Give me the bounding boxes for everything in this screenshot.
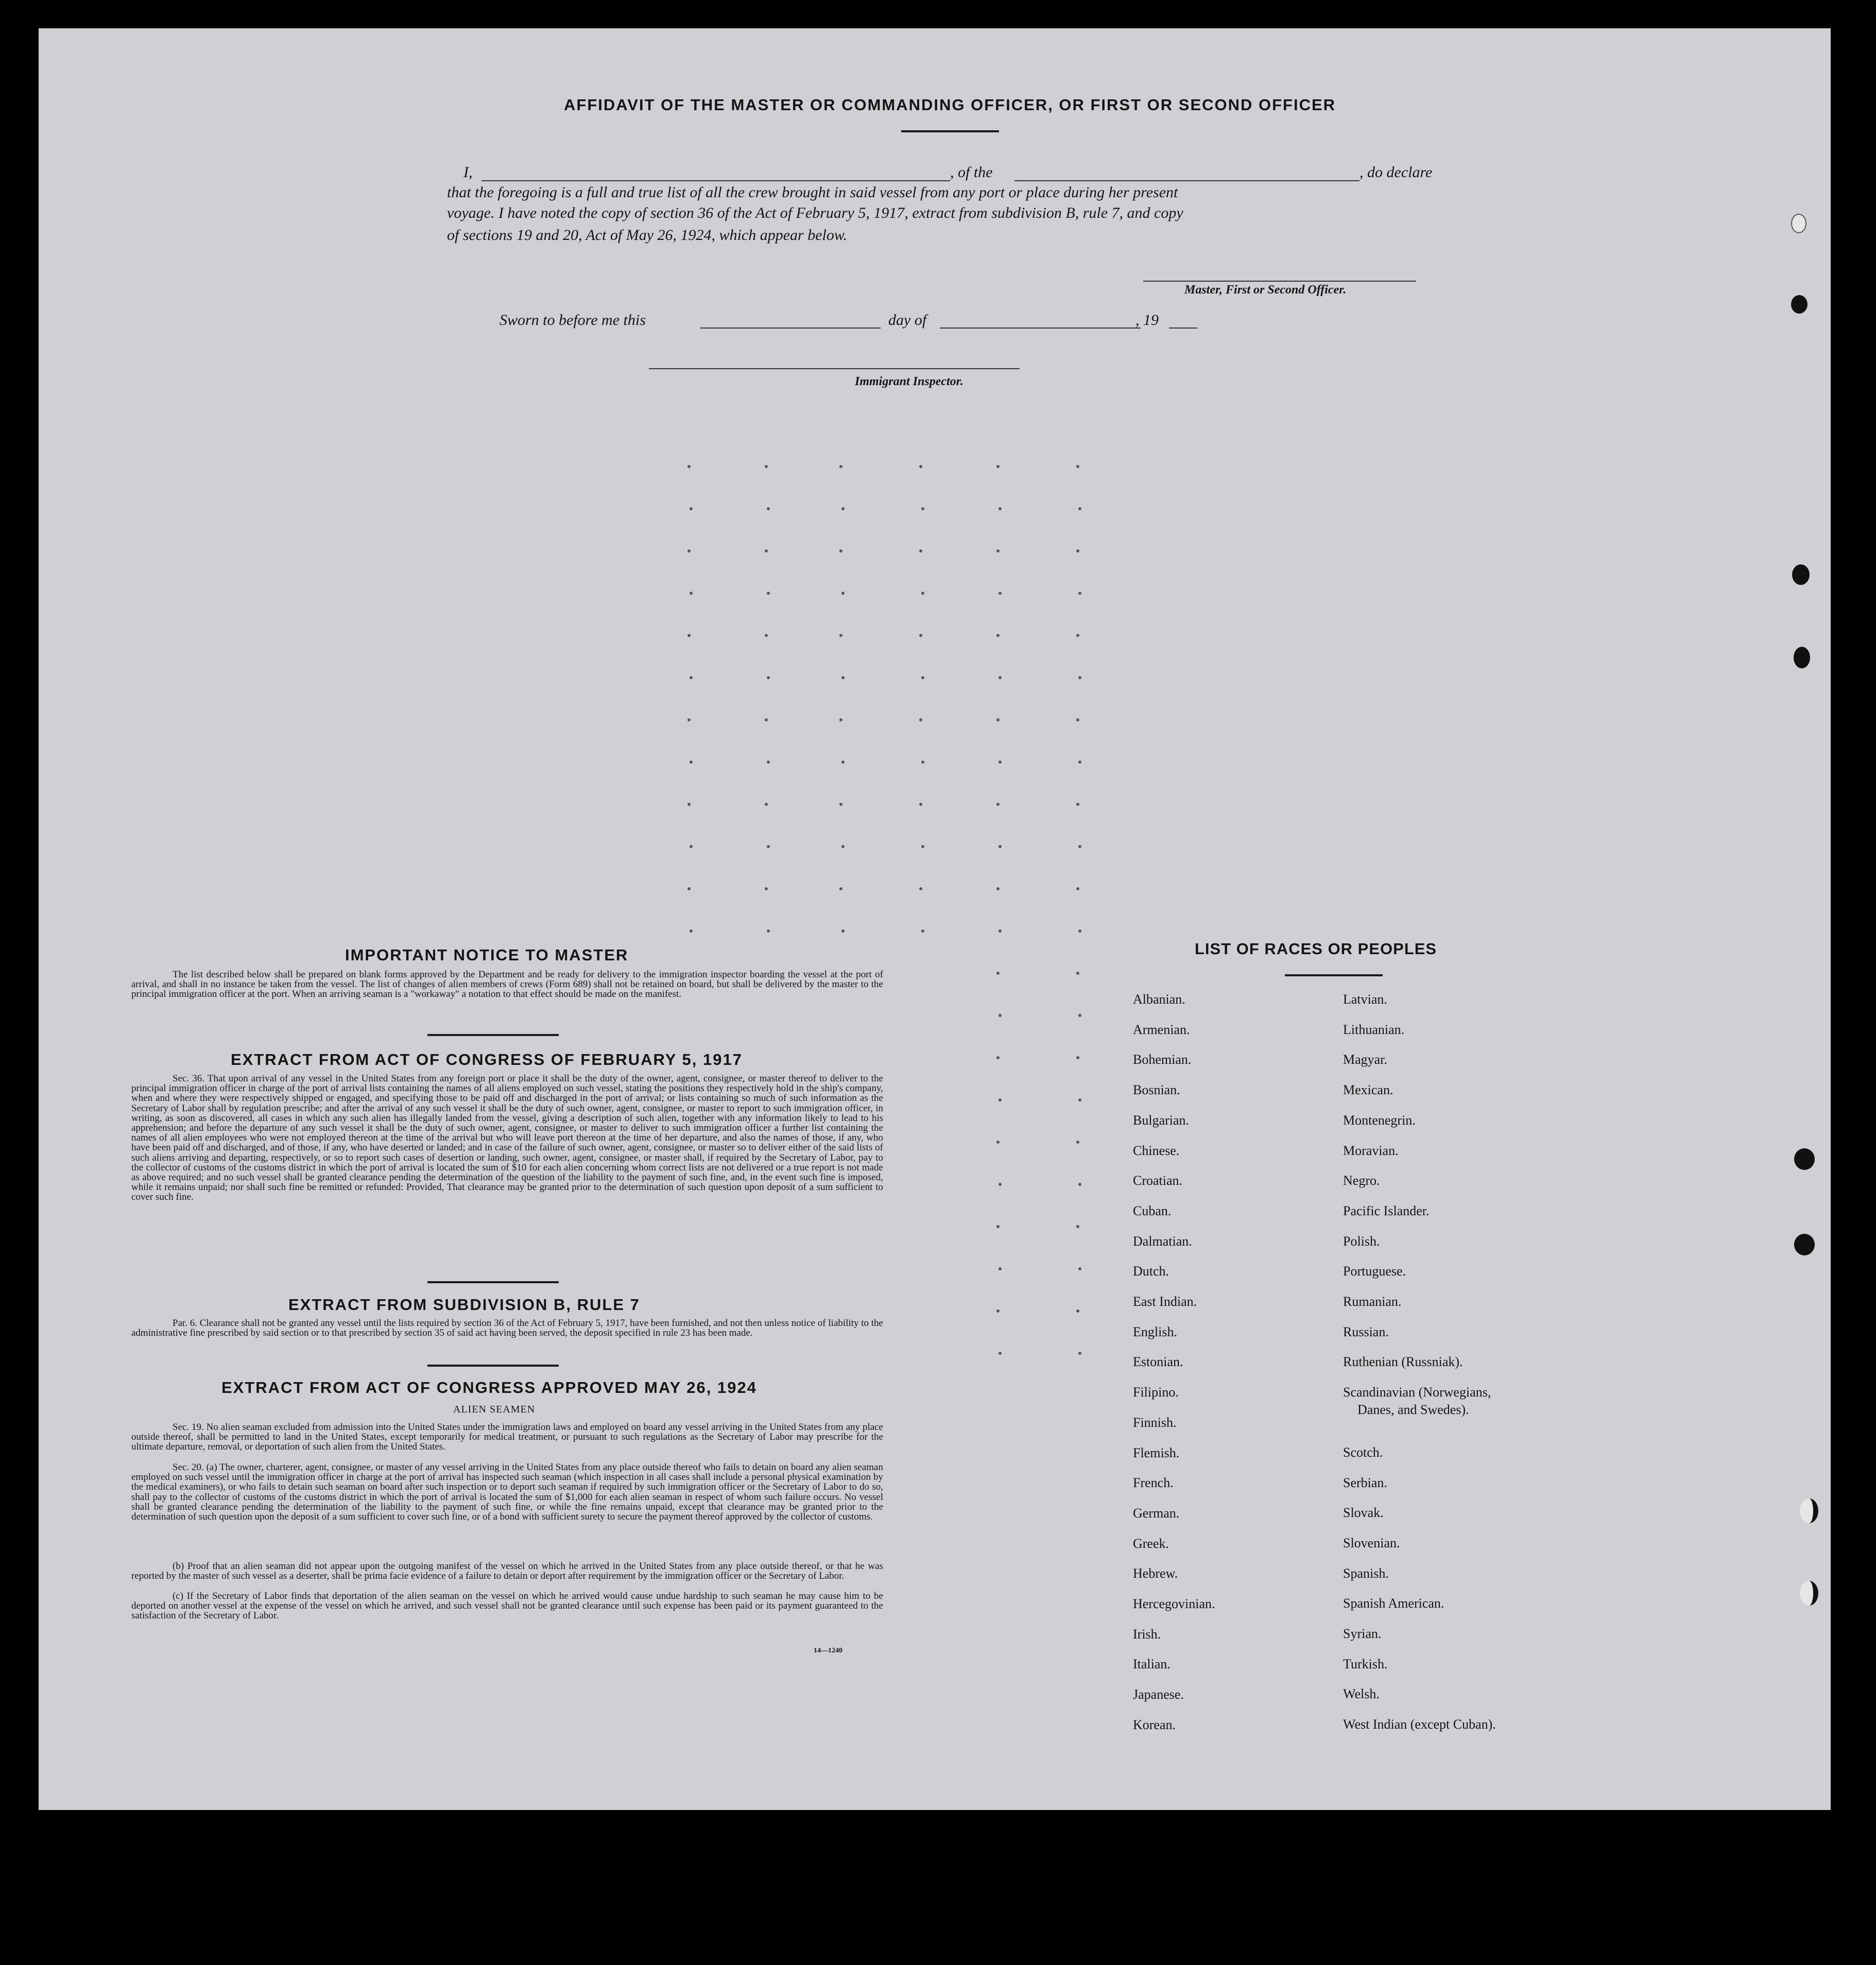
dot-mark: [919, 465, 922, 468]
dot-mark: [765, 465, 768, 468]
race-item: Ruthenian (Russniak).: [1343, 1354, 1463, 1370]
dot-mark: [839, 465, 842, 468]
dot-mark: [996, 972, 1000, 975]
race-item: Japanese.: [1133, 1687, 1184, 1702]
dot-mark: [999, 1183, 1002, 1186]
dot-mark: [687, 803, 691, 806]
extract-rule7-body: Par. 6. Clearance shall not be granted any vessel until the lists required by section 36 of the Act of February 5, 1917, have been furnished, and not then unless notice of liability to the administrative fine prescribed by said section or to that prescribed by section 35 of said act having been served, the deposit specified in rule 23 has been made.: [131, 1318, 883, 1338]
binder-hole-7: [1800, 1498, 1818, 1523]
dot-mark: [999, 761, 1002, 764]
race-item: Croatian.: [1133, 1173, 1183, 1188]
affidavit-declare-label: , do declare: [1359, 164, 1433, 181]
dot-mark: [767, 845, 770, 848]
dot-mark: [1078, 761, 1081, 764]
dot-mark: [1078, 1183, 1081, 1186]
extract-1924-sec19: Sec. 19. No alien seaman excluded from admission into the United States under the immigration laws and employed on board any vessel arriving in the United States from any place outside thereof, shall be permitted to land in the United States, except temporarily for medical treatment, or pursuant to such regulations as the Secretary of Labor may prescribe for the ultimate departure, removal, or deportation of such alien from the United States.: [131, 1422, 883, 1453]
dot-mark: [690, 761, 693, 764]
dot-mark: [996, 1056, 1000, 1059]
dot-mark: [1078, 1014, 1081, 1017]
extract-1924-title: EXTRACT FROM ACT OF CONGRESS APPROVED MAY 26, 1924: [221, 1378, 757, 1397]
dot-mark: [996, 465, 1000, 468]
dot-mark: [996, 634, 1000, 637]
year-blank[interactable]: [1169, 328, 1197, 329]
dot-mark: [765, 634, 768, 637]
race-item: Greek.: [1133, 1536, 1169, 1551]
race-item: Pacific Islander.: [1343, 1203, 1430, 1218]
dot-mark: [1076, 549, 1079, 553]
dot-mark: [919, 887, 922, 890]
dot-mark: [919, 718, 922, 721]
affidavit-title: AFFIDAVIT OF THE MASTER OR COMMANDING OFFICER, OR FIRST OR SECOND OFFICER: [564, 96, 1336, 114]
race-item: Irish.: [1133, 1626, 1161, 1642]
dot-mark: [687, 718, 691, 721]
master-signature-label: Master, First or Second Officer.: [1184, 283, 1347, 297]
dot-mark: [999, 507, 1002, 510]
sworn-label: Sworn to before me this: [500, 312, 646, 329]
race-item: Magyar.: [1343, 1052, 1387, 1067]
dot-mark: [921, 676, 924, 679]
dot-mark: [996, 803, 1000, 806]
form-number: 14—1240: [814, 1647, 842, 1654]
dot-mark: [1078, 1352, 1081, 1355]
race-item: Rumanian.: [1343, 1294, 1402, 1309]
dot-mark: [996, 718, 1000, 721]
dot-mark: [839, 718, 842, 721]
extract-1924-subtitle: ALIEN SEAMEN: [453, 1404, 536, 1415]
year-label: , 19: [1135, 312, 1159, 329]
races-rule: [1285, 974, 1383, 976]
affidavit-text-3: of sections 19 and 20, Act of May 26, 1924, which appear below.: [447, 227, 848, 244]
dot-mark: [921, 761, 924, 764]
race-item: Finnish.: [1133, 1415, 1177, 1430]
race-item: East Indian.: [1133, 1294, 1197, 1309]
race-item: Serbian.: [1343, 1475, 1387, 1490]
race-item: Portuguese.: [1343, 1264, 1406, 1279]
dot-mark: [690, 676, 693, 679]
race-item: Albanian.: [1133, 992, 1185, 1007]
dot-mark: [767, 507, 770, 510]
race-item: Estonian.: [1133, 1354, 1183, 1370]
dot-mark: [999, 592, 1002, 595]
race-item: Filipino.: [1133, 1385, 1179, 1400]
dot-mark: [996, 1225, 1000, 1228]
race-item: German.: [1133, 1505, 1180, 1521]
dot-mark: [841, 592, 845, 595]
dot-mark: [765, 718, 768, 721]
race-item: Latvian.: [1343, 992, 1387, 1007]
dot-mark: [687, 549, 691, 553]
race-item: Korean.: [1133, 1717, 1176, 1732]
dot-mark: [687, 634, 691, 637]
race-item: Syrian.: [1343, 1626, 1382, 1641]
dot-mark: [1078, 1267, 1081, 1270]
races-title: LIST OF RACES OR PEOPLES: [1195, 940, 1437, 958]
extract-1917-body: Sec. 36. That upon arrival of any vessel in the United States from any foreign port or place it shall be the duty of the owner, agent, consignee, or master thereof to deliver to the principal immigration officer in charge of the port of arrival lists containing the names of all aliens employed on such vessel, stating the positions they respectively hold in the ship's company, when and where they were respectively shipped or engaged, and specifying those to be paid off and discharged in the port of arrival; or lists containing so much of such information as the Secretary of Labor shall by regulation prescribe; and after the arrival of any such vessel it shall be the duty of such owner, agent, consignee, or master to report to such immigration officer, in writing, as soon as discovered, all cases in which any such alien has illegally landed from the vessel, giving a description of such alien, together with any information likely to lead to his apprehension; and before the departure of any such vessel it shall be the duty of such owner, agent, consignee, or master to deliver to such immigration officer a further list containing the names of all alien employees who were not employed thereon at the time of the arrival but who will leave port thereon at the time of her departure, and also the names of those, if any, who have been paid off and discharged, and of those, if any, who have deserted or landed; and in case of the failure of such owner, agent, consignee, or master so to deliver either of the said lists of such aliens arriving and departing, respectively, or so to report such cases of desertion or landing, such owner, agent, consignee, or master shall, if required by the Secretary of Labor, pay to the collector of customs of the customs district in which the port of arrival is located the sum of $10 for each alien concerning whom correct lists are not delivered or a true report is not made as above required; and no such vessel shall be granted clearance pending the determination of the question of the liability to the payment of such fine, and, in the event such fine is imposed, while it remains unpaid; nor shall such fine be remitted or refunded: Provided, That clearance may be granted prior to the determination of such question upon deposit of a sum sufficient to cover such fine.: [131, 1073, 883, 1203]
dot-mark: [1078, 676, 1081, 679]
dot-mark: [996, 887, 1000, 890]
race-item: Danes, and Swedes).: [1357, 1402, 1469, 1418]
binder-hole-4: [1794, 647, 1810, 668]
extract-1917-rule: [427, 1281, 559, 1283]
dot-mark: [765, 887, 768, 890]
dot-mark: [999, 845, 1002, 848]
race-item: Bohemian.: [1133, 1052, 1192, 1067]
dot-mark: [765, 803, 768, 806]
race-item: Slovenian.: [1343, 1535, 1400, 1550]
race-item: Bulgarian.: [1133, 1112, 1190, 1128]
race-item: West Indian (except Cuban).: [1343, 1717, 1496, 1732]
dot-mark: [687, 465, 691, 468]
dot-mark: [690, 507, 693, 510]
affidavit-i-label: I,: [463, 164, 473, 181]
binder-hole-3: [1792, 564, 1810, 585]
dot-mark: [996, 549, 1000, 553]
race-item: Moravian.: [1343, 1143, 1399, 1158]
dot-mark: [841, 761, 845, 764]
dot-mark: [767, 761, 770, 764]
extract-1924-sec20c: (c) If the Secretary of Labor finds that deportation of the alien seaman on the vessel on which he arrived would cause undue hardship to such seaman he may cause him to be deported on another vessel at the expense of the vessel on which he arrived, and such vessel shall not be granted clearance until such expense has been paid or its payment guaranteed to the satisfaction of the Secretary of Labor.: [131, 1591, 883, 1622]
dot-mark: [1076, 1309, 1079, 1313]
dot-mark: [1076, 1056, 1079, 1059]
sworn-month-blank[interactable]: [940, 328, 1141, 329]
notice-rule: [427, 1034, 559, 1036]
dot-mark: [839, 887, 842, 890]
dot-mark: [767, 592, 770, 595]
dot-mark: [1076, 465, 1079, 468]
dot-mark: [919, 634, 922, 637]
dot-mark: [841, 507, 845, 510]
race-item: Slovak.: [1343, 1505, 1384, 1521]
dot-mark: [921, 845, 924, 848]
dot-mark: [1078, 845, 1081, 848]
dot-mark: [999, 1014, 1002, 1017]
inspector-label: Immigrant Inspector.: [855, 375, 963, 388]
dot-mark: [1078, 929, 1081, 933]
race-item: Scotch.: [1343, 1444, 1383, 1460]
dot-mark: [996, 1309, 1000, 1313]
extract-1917-title: EXTRACT FROM ACT OF CONGRESS OF FEBRUARY 5, 1917: [231, 1050, 743, 1068]
race-item: Flemish.: [1133, 1445, 1180, 1460]
dot-mark: [765, 549, 768, 553]
sworn-day-blank[interactable]: [700, 328, 881, 329]
race-item: Dutch.: [1133, 1264, 1169, 1279]
affidavit-text-2: voyage. I have noted the copy of section 36 of the Act of February 5, 1917, extract from subdivision B, rule 7, and copy: [447, 204, 1183, 221]
notice-title: IMPORTANT NOTICE TO MASTER: [345, 946, 629, 964]
dot-mark: [841, 676, 845, 679]
binder-hole-2: [1791, 295, 1808, 314]
affidavit-text-1: that the foregoing is a full and true list of all the crew brought in said vessel from any port or place during her present: [447, 184, 1178, 201]
dot-mark: [999, 1267, 1002, 1270]
dot-mark: [767, 929, 770, 933]
dot-mark: [999, 1352, 1002, 1355]
race-item: Armenian.: [1133, 1022, 1190, 1037]
race-item: Russian.: [1343, 1324, 1389, 1339]
binder-hole-1: [1791, 214, 1806, 233]
master-signature-line[interactable]: [1143, 281, 1416, 282]
race-item: Spanish.: [1343, 1565, 1389, 1581]
race-item: Scandinavian (Norwegians,: [1343, 1385, 1491, 1400]
race-item: English.: [1133, 1324, 1177, 1339]
dot-mark: [996, 1141, 1000, 1144]
notice-body: The list described below shall be prepared on blank forms approved by the Department and be ready for delivery to the immigration inspector boarding the vessel at the port of arrival, and shall in no instance be taken from the vessel. The list of changes of alien members of crews (Form 689) shall not be retained on board, but shall be delivered by the master to the principal immigration officer at the port. When an arriving seaman is a "workaway" a notation to that effect should be made on the manifest.: [131, 969, 883, 999]
dot-mark: [999, 929, 1002, 933]
extract-rule7-title: EXTRACT FROM SUBDIVISION B, RULE 7: [288, 1296, 640, 1314]
dot-mark: [919, 549, 922, 553]
race-item: Polish.: [1343, 1233, 1380, 1249]
race-item: Chinese.: [1133, 1143, 1180, 1158]
race-item: Lithuanian.: [1343, 1022, 1405, 1037]
race-item: Negro.: [1343, 1173, 1380, 1188]
dot-mark: [690, 845, 693, 848]
dot-mark: [1078, 1098, 1081, 1101]
dot-mark: [687, 887, 691, 890]
dot-mark: [919, 803, 922, 806]
dot-mark: [999, 676, 1002, 679]
dot-mark: [690, 592, 693, 595]
race-item: Spanish American.: [1343, 1596, 1444, 1611]
extract-1924-sec20a: Sec. 20. (a) The owner, charterer, agent, consignee, or master of any vessel arriving in the United States from any place outside thereof who fails to detain on board any alien seaman employed on such vessel until the immigration officer in charge at the port of arrival has inspected such seaman (which inspection in all cases shall include a personal physical examination by the medical examiners), or who fails to detain such seaman on board after such inspection or to deport such seaman if required by such immigration officer or the Secretary of Labor to do so, shall pay to the collector of customs of the customs district in which the port of arrival is located the sum of $1,000 for each alien seaman in respect of whom such failure occurs. No vessel shall be granted clearance pending the determination of the liability to the payment of such fine, or while the fine remains unpaid, except that clearance may be granted prior to the determination of such question upon the deposit of a sum sufficient to cover such fine, or of a bond with sufficient surety to secure the payment thereof approved by the collector of customs.: [131, 1462, 883, 1523]
race-item: Hercegovinian.: [1133, 1596, 1215, 1611]
dot-mark: [1076, 718, 1079, 721]
vessel-blank[interactable]: [1014, 180, 1359, 181]
name-blank[interactable]: [481, 180, 950, 181]
race-item: Welsh.: [1343, 1686, 1380, 1702]
dot-mark: [839, 634, 842, 637]
binder-hole-5: [1794, 1148, 1815, 1170]
dot-mark: [767, 676, 770, 679]
extract-1924-sec20b: (b) Proof that an alien seaman did not appear upon the outgoing manifest of the vessel on which he arrived in the United States from any place outside thereof, or that he was reported by the master of such vessel as a deserter, shall be prima facie evidence of a failure to detain or deport after requirement by the immigration officer or the Secretary of Labor.: [131, 1561, 883, 1582]
inspector-signature-line[interactable]: [649, 368, 1020, 369]
affidavit-title-rule: [901, 130, 999, 132]
binder-hole-6: [1794, 1234, 1815, 1255]
dot-mark: [921, 592, 924, 595]
dot-mark: [1076, 634, 1079, 637]
dot-mark: [921, 929, 924, 933]
dot-mark: [1076, 887, 1079, 890]
race-item: French.: [1133, 1475, 1174, 1491]
dot-mark: [841, 929, 845, 933]
dot-mark: [921, 507, 924, 510]
dot-mark: [999, 1098, 1002, 1101]
binder-hole-8: [1800, 1581, 1818, 1606]
day-of-label: day of: [888, 312, 927, 329]
race-item: Italian.: [1133, 1657, 1171, 1672]
race-item: Montenegrin.: [1343, 1112, 1416, 1128]
affidavit-of-the-label: , of the: [950, 164, 993, 181]
race-item: Bosnian.: [1133, 1082, 1180, 1098]
race-item: Turkish.: [1343, 1656, 1388, 1671]
dot-mark: [841, 845, 845, 848]
dot-mark: [1076, 1141, 1079, 1144]
race-item: Hebrew.: [1133, 1566, 1178, 1581]
bleed-through-area: [669, 360, 1802, 1751]
dot-mark: [839, 549, 842, 553]
extract-rule7-rule: [427, 1365, 559, 1367]
race-item: Mexican.: [1343, 1082, 1393, 1098]
dot-mark: [690, 929, 693, 933]
dot-mark: [1076, 1225, 1079, 1228]
race-item: Cuban.: [1133, 1203, 1172, 1218]
dot-mark: [1076, 972, 1079, 975]
dot-mark: [1076, 803, 1079, 806]
dot-mark: [1078, 592, 1081, 595]
dot-mark: [839, 803, 842, 806]
dot-mark: [1078, 507, 1081, 510]
race-item: Dalmatian.: [1133, 1233, 1192, 1249]
